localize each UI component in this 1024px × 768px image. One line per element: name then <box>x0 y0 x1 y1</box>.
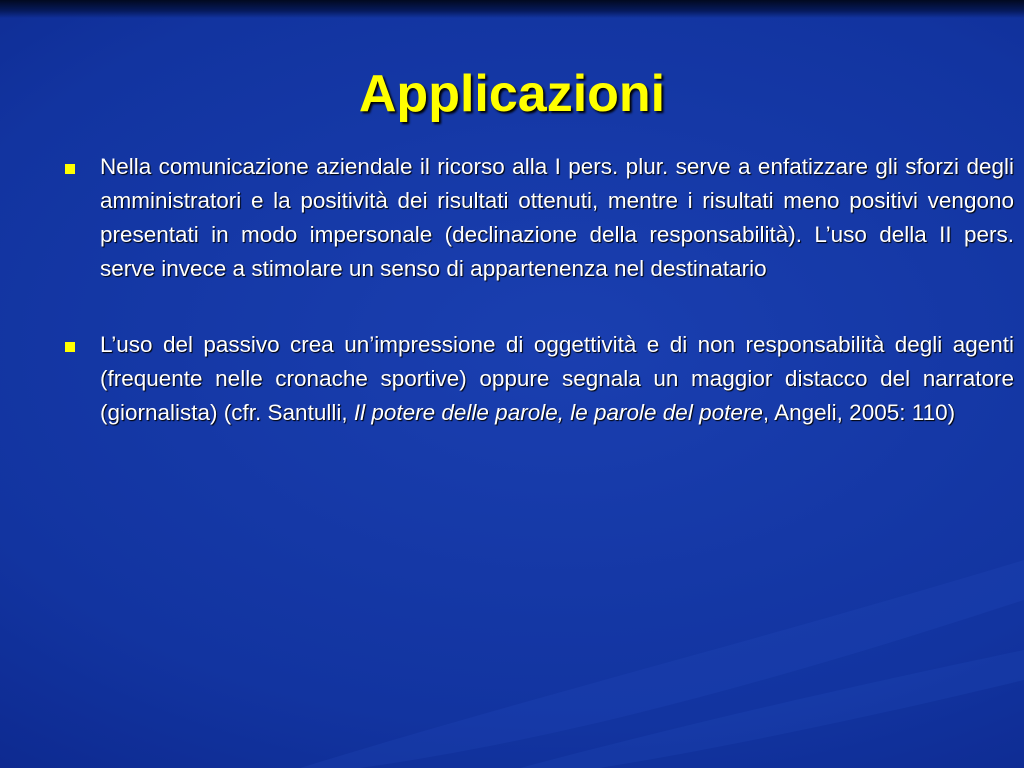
bullet-item-2 <box>62 328 1014 430</box>
square-bullet-icon <box>65 342 75 352</box>
bullet-text-2-end: , Angeli, 2005: 110) <box>762 400 956 425</box>
slide-title: Applicazioni <box>358 65 666 123</box>
book-title-citation: Il potere delle parole, le parole del potere <box>353 400 763 425</box>
bullet-text-2 <box>100 328 1014 430</box>
bullet-text-1: Nella comunicazione aziendale il ricorso alla I pers. plur. serve a enfatizzare gli sforzi degli amministratori e la positività dei risultati ottenuti, mentre i risultati meno positivi vengono presentati in modo impersonale (declinazione della responsabilità). L’uso della II pers. serve invece a stimolare un senso di appartenenza nel destinatario <box>100 154 1014 281</box>
top-dark-band <box>0 0 1024 18</box>
square-bullet-icon <box>65 164 75 174</box>
slide-content <box>62 150 1014 472</box>
bullet-text-2-start: L’uso del passivo crea un’impressione di oggettività e di non responsabilità degli agenti (frequente nelle cronache sportive) oppure segnala un maggior distacco del narratore (giornalista) (cfr. Santulli, <box>100 332 1014 425</box>
bullet-item-1 <box>62 150 1014 286</box>
